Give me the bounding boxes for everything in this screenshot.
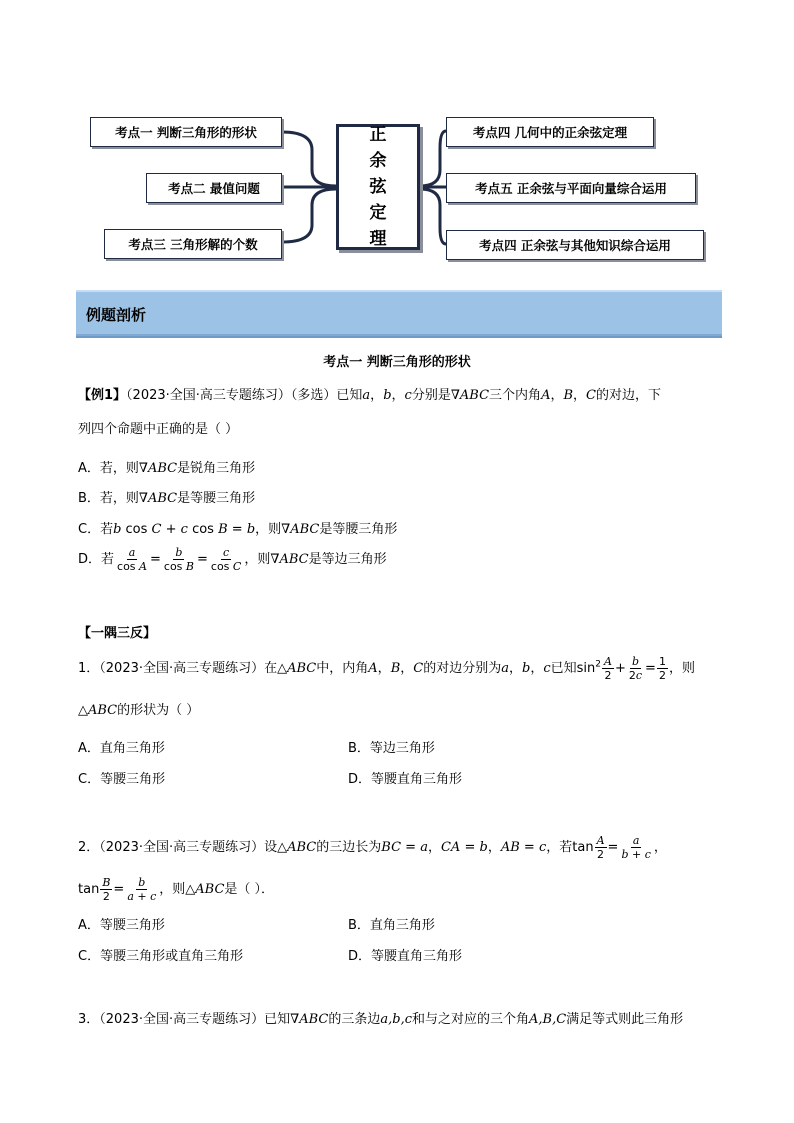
q2-line2-end: ，则 xyxy=(159,882,186,897)
q3-mid2: 和与之对应的三个角 xyxy=(411,1012,529,1027)
center-char-5: 理 xyxy=(369,229,387,249)
example1-option-c: C．若b cos C + c cos B = b，则∇ABC是等腰三角形 xyxy=(78,522,398,537)
q1-line2: △ABC的形状为（ ） xyxy=(78,703,200,718)
option-a-end: 是锐角三角形 xyxy=(177,461,256,476)
example1-option-d: D．若 $\frac{a}{\text{cos A}}$ = $\frac{b}{\text{cos B}}$ = $\frac{c}{\text{cos C}}$ ，则∇ABC是等边三角形 xyxy=(78,546,387,573)
q1-end: ，则 xyxy=(668,661,695,676)
example1-option-a: A．若，则∇ABC是锐角三角形 xyxy=(78,461,256,476)
example1-line1: 【例1】（2023·全国·高三专题练习）（多选）已知a，b，c分别是∇ABC三个内角A，B，C的对边，下 xyxy=(78,388,662,403)
option-d-then: ，则 xyxy=(244,552,271,567)
q2-mid2: ，若 xyxy=(546,840,573,855)
banner-title: 例题剖析 xyxy=(86,306,147,324)
q2-option-b: B．直角三角形 xyxy=(348,918,435,933)
center-char-4: 定 xyxy=(369,203,387,223)
q2-line1: 2．（2023·全国·高三专题练习）设△ABC的三边长为BC = a，CA = b，AB = c，若tan $\frac{A}{2}$ = $\frac{a}{b + c}$ ， xyxy=(78,834,667,861)
q2-option-c: C．等腰三角形或直角三角形 xyxy=(78,949,244,964)
example1-label: 【例1】 xyxy=(78,388,127,403)
q1-mid: 中，内角 xyxy=(316,661,369,676)
example1-option-b: B．若，则∇ABC是等腰三角形 xyxy=(78,491,256,506)
example1-text-a: 分别是 xyxy=(411,388,451,403)
mindmap-left-node-3: 考点三 三角形解的个数 xyxy=(104,229,282,259)
q1-mid2: 的对边分别为 xyxy=(423,661,502,676)
q2-option-d: D．等腰直角三角形 xyxy=(348,949,463,964)
q1-option-d: D．等腰直角三角形 xyxy=(348,772,463,787)
mindmap-left-node-2: 考点二 最值问题 xyxy=(146,173,282,203)
mindmap-center xyxy=(336,124,420,250)
center-char-1: 正 xyxy=(369,125,387,145)
q2-line2-end2: 是（ ）． xyxy=(224,882,275,897)
mindmap-right-node-2: 考点五 正余弦与平面向量综合运用 xyxy=(446,173,696,203)
q2-option-a: A．等腰三角形 xyxy=(78,918,165,933)
q2-line2: tan $\frac{B}{2}$ = $\frac{b}{a + c}$ ，则△ABC是（ ）． xyxy=(78,876,275,903)
option-a-text: A．若，则 xyxy=(78,461,139,476)
option-b-text: B．若，则 xyxy=(78,491,139,506)
q1-option-a: A．直角三角形 xyxy=(78,741,165,756)
q2-num: 2．（2023·全国·高三专题练习）设 xyxy=(78,840,278,855)
q1-num: 1．（2023·全国·高三专题练习）在 xyxy=(78,661,278,676)
q1-option-b: B．等边三角形 xyxy=(348,741,435,756)
q3-line1: 3．（2023·全国·高三专题练习）已知∇ABC的三条边a,b,c和与之对应的三个角A,B,C满足等式则此三角形 xyxy=(78,1012,684,1027)
q1-mid3: 已知 xyxy=(550,661,577,676)
q3-mid: 的三条边 xyxy=(328,1012,381,1027)
section-banner xyxy=(76,290,722,338)
center-char-2: 余 xyxy=(369,151,387,171)
option-c-pre: C．若 xyxy=(78,522,114,537)
option-d-end: 是等边三角形 xyxy=(308,552,387,567)
example1-text-c: 的对边，下 xyxy=(596,388,662,403)
practice-header: 【一隅三反】 xyxy=(78,626,157,641)
mindmap-left-node-1: 考点一 判断三角形的形状 xyxy=(90,117,282,147)
option-c-end: 是等腰三角形 xyxy=(319,522,398,537)
option-d-pre: D．若 xyxy=(78,552,115,567)
example1-line2: 列四个命题中正确的是（ ） xyxy=(78,422,239,437)
example1-source: （2023·全国·高三专题练习）（多选）已知 xyxy=(126,388,363,403)
q1-line2-end: 的形状为（ ） xyxy=(117,703,200,718)
q3-end: 满足等式则此三角形 xyxy=(566,1012,684,1027)
q2-mid: 的三边长为 xyxy=(316,840,382,855)
section-title: 考点一 判断三角形的形状 xyxy=(323,355,471,370)
example1-text-b: 三个内角 xyxy=(489,388,542,403)
q3-num: 3．（2023·全国·高三专题练习）已知 xyxy=(78,1012,291,1027)
q1-option-c: C．等腰三角形 xyxy=(78,772,166,787)
mindmap-right-node-1: 考点四 几何中的正余弦定理 xyxy=(446,117,654,147)
q1-line1: 1．（2023·全国·高三专题练习）在△ABC中，内角A，B，C的对边分别为a，b，c已知$\sin^2$ $\frac{A}{2}$ + $\frac{b}{2c}$ = $\frac{1}{2}$ ，则 xyxy=(78,655,695,682)
center-char-3: 弦 xyxy=(369,177,387,197)
option-c-mid: ，则 xyxy=(255,522,282,537)
option-b-end: 是等腰三角形 xyxy=(177,491,256,506)
mindmap-right-node-3: 考点四 正余弦与其他知识综合运用 xyxy=(446,230,704,260)
